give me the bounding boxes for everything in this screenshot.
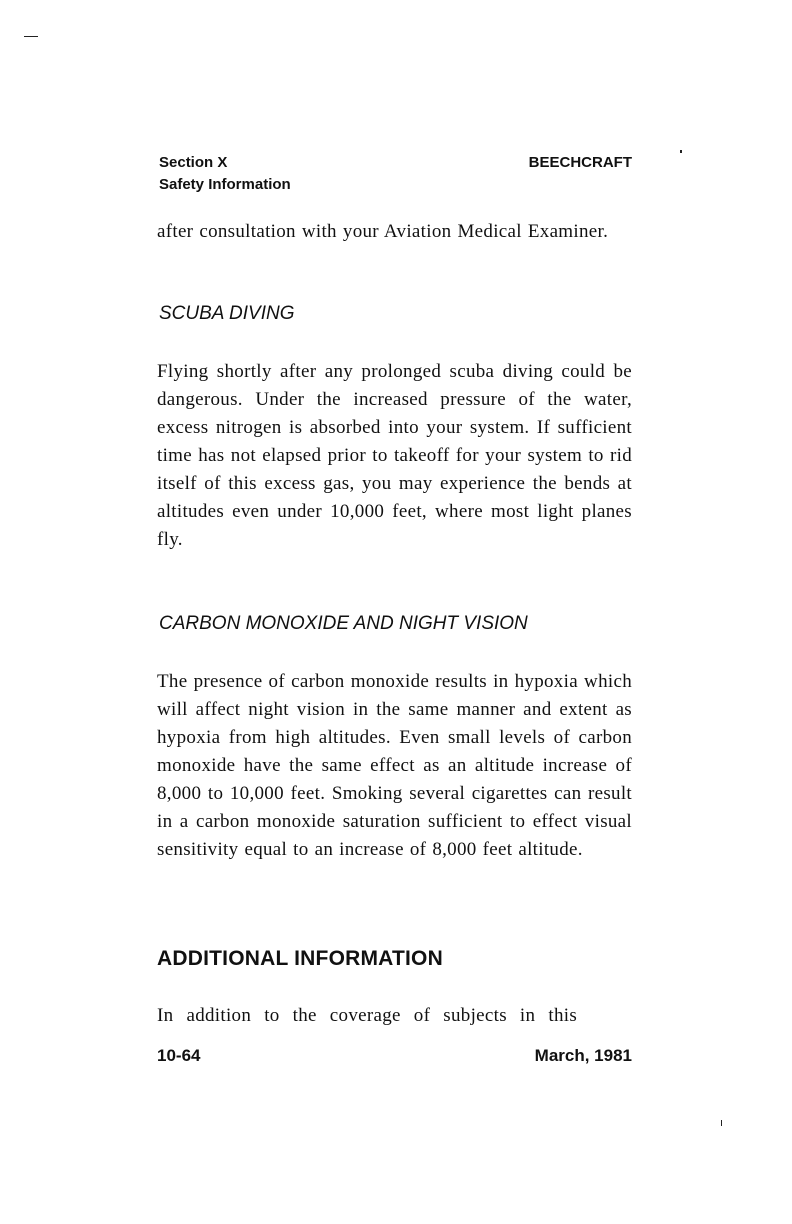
subheading-carbon-monoxide: CARBON MONOXIDE AND NIGHT VISION (159, 613, 528, 634)
paragraph-additional-information: In addition to the coverage of subjects in this (157, 1005, 578, 1026)
paragraph-scuba-diving: Flying shortly after any prolonged scuba diving could be dangerous. Under the increased pressure of the water, excess nitrogen is absorbed into your system. If sufficient time has not elapsed prior to takeoff for your system to rid itself of this excess gas, you may experience the bends at altitudes even under 10,000 feet, where most light planes fly. (157, 361, 632, 550)
paragraph-continued: after consultation with your Aviation Medical Examiner. (157, 221, 609, 242)
heading-additional-information: ADDITIONAL INFORMATION (157, 947, 443, 970)
section-number: Section X (159, 154, 228, 171)
paragraph-carbon-monoxide: The presence of carbon monoxide results in hypoxia which will affect night vision in the same manner and extent as hypoxia from high altitudes. Even small levels of carbon monoxide have the same effect as an altitude increase of 8,000 to 10,000 feet. Smoking several cigarettes can result in a carbon monoxide saturation sufficient to effect visual sensitivity equal to an increase of 8,000 feet altitude. (157, 671, 632, 860)
page-number: 10-64 (157, 1046, 201, 1065)
section-label (159, 152, 291, 196)
brand-name: BEECHCRAFT (528, 154, 632, 171)
scan-mark (680, 150, 682, 153)
scan-mark (721, 1120, 722, 1126)
page-footer (157, 1044, 632, 1068)
subheading-scuba-diving: SCUBA DIVING (159, 303, 295, 324)
page-header (157, 152, 632, 198)
revision-date: March, 1981 (534, 1046, 632, 1065)
manual-page (157, 152, 632, 1065)
scan-mark (24, 36, 38, 37)
section-title: Safety Information (159, 176, 291, 193)
